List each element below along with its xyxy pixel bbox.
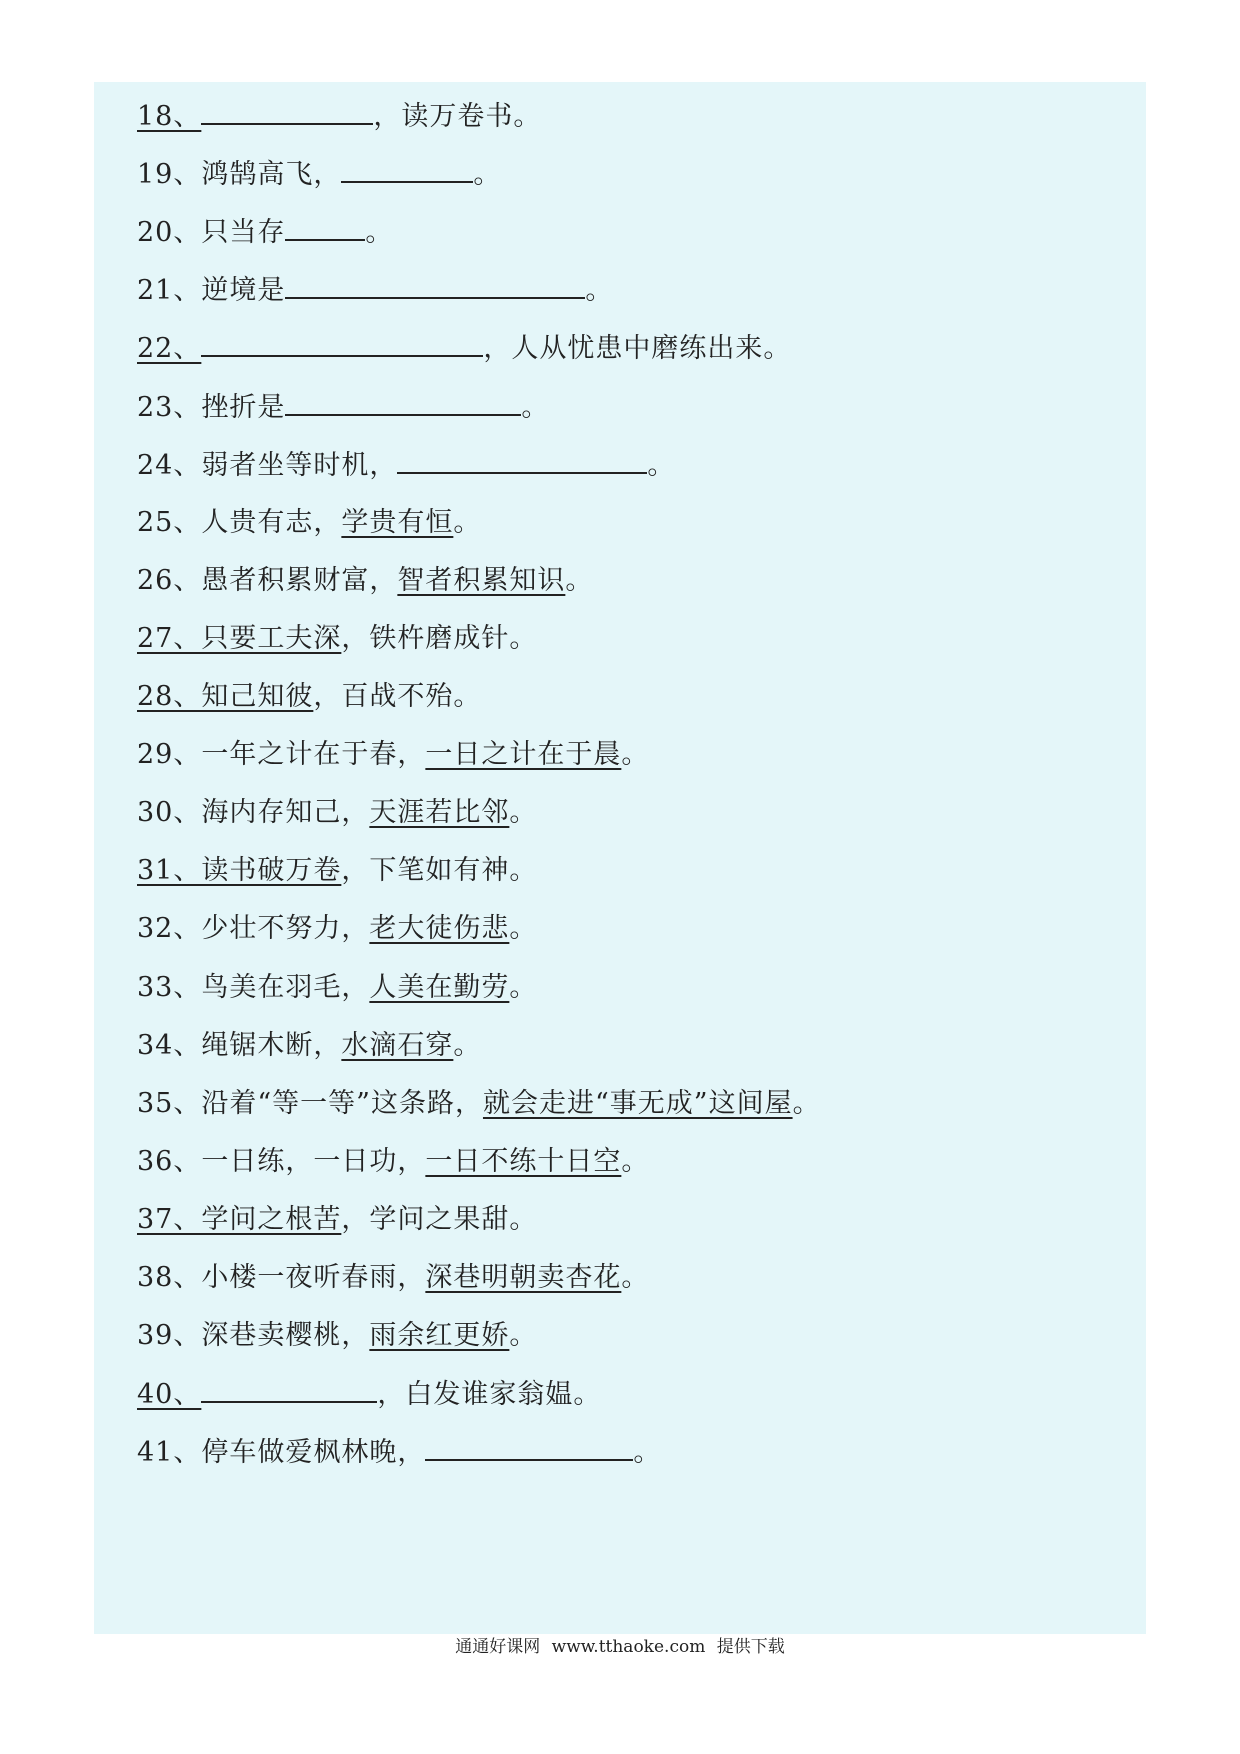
fill-in-item [137, 848, 537, 894]
item-text: 26、愚者积累财富， [137, 565, 398, 596]
item-text: 20、只当存 [137, 217, 286, 248]
fill-in-item [137, 732, 649, 778]
item-text: 。 [509, 972, 538, 1003]
underlined-text: 深巷明朝卖杏花 [425, 1262, 622, 1293]
item-text: 23、挫折是 [137, 392, 286, 423]
underlined-text: 40、 [137, 1379, 202, 1410]
fill-in-item [137, 1255, 649, 1301]
item-text: 36、一日练，一日功， [137, 1146, 426, 1177]
fill-in-item [137, 1313, 537, 1359]
fill-in-item [137, 616, 537, 662]
item-text: ，读万卷书。 [373, 101, 542, 132]
underlined-text: 27、只要工夫深 [137, 623, 342, 654]
fill-in-item [137, 209, 393, 255]
answer-blank[interactable] [285, 209, 365, 241]
item-text: 。 [453, 1030, 482, 1061]
item-text: 32、少壮不努力， [137, 913, 370, 944]
fill-in-item [137, 1081, 821, 1127]
fill-in-item [137, 558, 593, 604]
item-text: 。 [621, 739, 650, 770]
item-text: 。 [585, 275, 614, 306]
answer-blank[interactable] [201, 325, 483, 357]
fill-in-item [137, 906, 537, 952]
item-text: 30、海内存知己， [137, 797, 370, 828]
underlined-text: 人美在勤劳 [369, 972, 510, 1003]
underlined-text: 就会走进“事无成”这间屋 [482, 1088, 793, 1119]
fill-in-item [137, 1371, 601, 1417]
underlined-text: 老大徒伤悲 [369, 913, 510, 944]
fill-in-item [137, 1197, 537, 1243]
item-text: 41、停车做爱枫林晚， [137, 1437, 426, 1468]
underlined-text: 水滴石穿 [341, 1030, 454, 1061]
item-text: 。 [647, 450, 676, 481]
item-text: 。 [509, 797, 538, 828]
fill-in-item [137, 790, 537, 836]
item-text: 19、鸿鹄高飞， [137, 159, 342, 190]
footer [0, 1632, 1240, 1662]
item-text: 。 [621, 1146, 650, 1177]
item-text: 38、小楼一夜听春雨， [137, 1262, 426, 1293]
underlined-text: 37、学问之根苦 [137, 1204, 342, 1235]
fill-in-item [137, 965, 537, 1011]
item-text: 35、沿着“等一等”这条路， [137, 1088, 483, 1119]
item-text: 。 [633, 1437, 662, 1468]
fill-in-item [137, 442, 675, 488]
item-text: 。 [792, 1088, 821, 1119]
underlined-text: 22、 [137, 333, 202, 364]
answer-blank[interactable] [285, 384, 521, 416]
underlined-text: 28、知己知彼 [137, 681, 314, 712]
answer-blank[interactable] [341, 151, 473, 183]
fill-in-item [137, 500, 481, 546]
item-text: 。 [509, 913, 538, 944]
item-text: ，百战不殆。 [313, 681, 482, 712]
item-text: 。 [365, 217, 394, 248]
item-text: 。 [453, 507, 482, 538]
item-text: ，白发谁家翁媪。 [377, 1379, 602, 1410]
item-text: 。 [521, 392, 550, 423]
underlined-text: 18、 [137, 101, 202, 132]
item-text: ，铁杵磨成针。 [341, 623, 538, 654]
underlined-text: 雨余红更娇 [369, 1320, 510, 1351]
underlined-text: 一日之计在于晨 [425, 739, 622, 770]
item-text: 。 [509, 1320, 538, 1351]
item-text: 29、一年之计在于春， [137, 739, 426, 770]
footer-note: 提供下载 [716, 1637, 785, 1657]
fill-in-item [137, 1023, 481, 1069]
item-text: 21、逆境是 [137, 275, 286, 306]
fill-in-item [137, 267, 613, 313]
answer-blank[interactable] [397, 442, 647, 474]
fill-in-item [137, 325, 791, 371]
underlined-text: 智者积累知识 [397, 565, 566, 596]
item-text: 24、弱者坐等时机， [137, 450, 398, 481]
fill-in-item [137, 384, 549, 430]
item-text: ，学问之果甜。 [341, 1204, 538, 1235]
item-text: 33、鸟美在羽毛， [137, 972, 370, 1003]
answer-blank[interactable] [285, 267, 585, 299]
fill-in-item [137, 93, 541, 139]
underlined-text: 学贵有恒 [341, 507, 454, 538]
item-text: 25、人贵有志， [137, 507, 342, 538]
fill-in-item [137, 674, 481, 720]
footer-url: www.tthaoke.com [551, 1637, 706, 1657]
fill-in-item [137, 151, 501, 197]
answer-blank[interactable] [425, 1429, 633, 1461]
item-text: 。 [621, 1262, 650, 1293]
item-text: 39、深巷卖樱桃， [137, 1320, 370, 1351]
footer-site-name: 通通好课网 [455, 1637, 541, 1657]
item-text: 。 [565, 565, 594, 596]
fill-in-item [137, 1429, 661, 1475]
answer-blank[interactable] [201, 93, 373, 125]
item-text: 34、绳锯木断， [137, 1030, 342, 1061]
underlined-text: 天涯若比邻 [369, 797, 510, 828]
underlined-text: 31、读书破万卷 [137, 855, 342, 886]
fill-in-item [137, 1139, 649, 1185]
item-text: ，人从忧患中磨练出来。 [483, 333, 792, 364]
item-text: 。 [473, 159, 502, 190]
underlined-text: 一日不练十日空 [425, 1146, 622, 1177]
item-text: ，下笔如有神。 [341, 855, 538, 886]
answer-blank[interactable] [201, 1371, 377, 1403]
